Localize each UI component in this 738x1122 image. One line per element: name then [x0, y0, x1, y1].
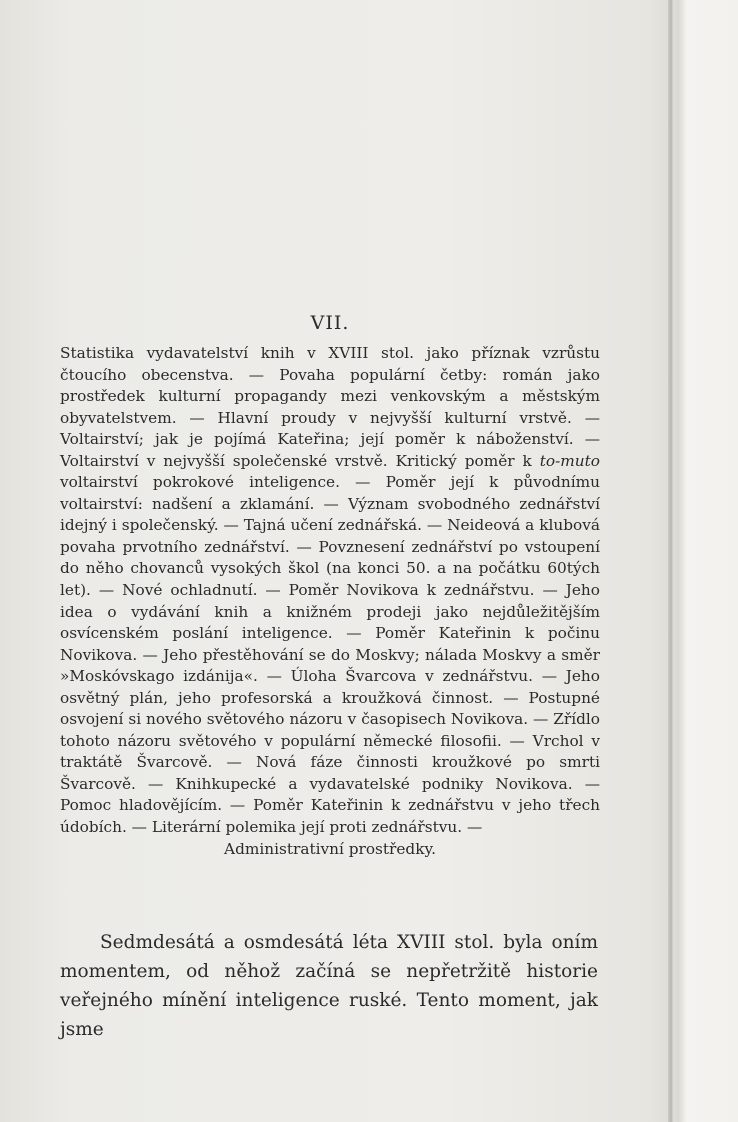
summary-text-part-1: Statistika vydavatelství knih v XVIII stol. jako příznak vzrůstu čtoucího obecenstva. — Povaha populární četby: román jako prostředek kulturní propagandy mezi venkovským a městským obyvatelstvem. — Hlavní proudy v nejvyšší kulturní vrstvě. — Voltairství; jak je pojímá Kateřina; její poměr k náboženství. — Voltairství v nejvyšší společenské vrstvě. Kritický poměr k [60, 344, 600, 470]
summary-italic-word: to-muto [539, 451, 600, 470]
chapter-heading: VII. [310, 312, 350, 334]
summary-text-part-2: voltairství pokrokové inteligence. — Poměr její k původnímu voltairství: nadšení a zklamání. — Význam svobodného zednářství idejný i společenský. — Tajná učení zednářská. — Neideová a klubová povaha prvotního zednářství. — Povznesení zednářství po vstoupení do něho chovanců vysokých škol (na konci 50. a na počátku 60tých let). — Nové ochladnutí. — Poměr Novikova k zednářstvu. — Jeho idea o vydávání knih a knižném prodeji jako nejdůležitějším osvícenském poslání inteligence. — Poměr Kateřinin k počinu Novikova. — Jeho přestěhování se do Moskvy; nálada Moskvy a směr »Moskóvskago izdánija«. — Úloha Švarcova v zednářstvu. — Jeho osvětný plán, jeho profesorská a kroužková činnost. — Postupné osvojení si nového světového názoru v časopisech Novikova. — Zřídlo tohoto názoru světového v populární německé filosofii. — Vrchol v traktátě Švarcově. — Nová fáze činnosti kroužkové po smrti Švarcově. — Knihkupecké a vydavatelské podniky Novikova. — Pomoc hladovějícím. — Poměr Kateřinin k zednářstvu v jeho třech údobích. — Literární polemika její proti zednářstvu. — [60, 473, 600, 837]
body-text [60, 928, 598, 1044]
page-fold [668, 0, 674, 1122]
chapter-summary [60, 343, 600, 860]
summary-last-line: Administrativní prostředky. [224, 839, 436, 858]
summary-paragraph [60, 343, 600, 839]
body-paragraph: Sedmdesátá a osmdesátá léta XVIII stol. byla oním momentem, od něhož začíná se nepřetržitě historie veřejného mínění inteligence ruské. Tento moment, jak jsme [60, 932, 598, 1040]
